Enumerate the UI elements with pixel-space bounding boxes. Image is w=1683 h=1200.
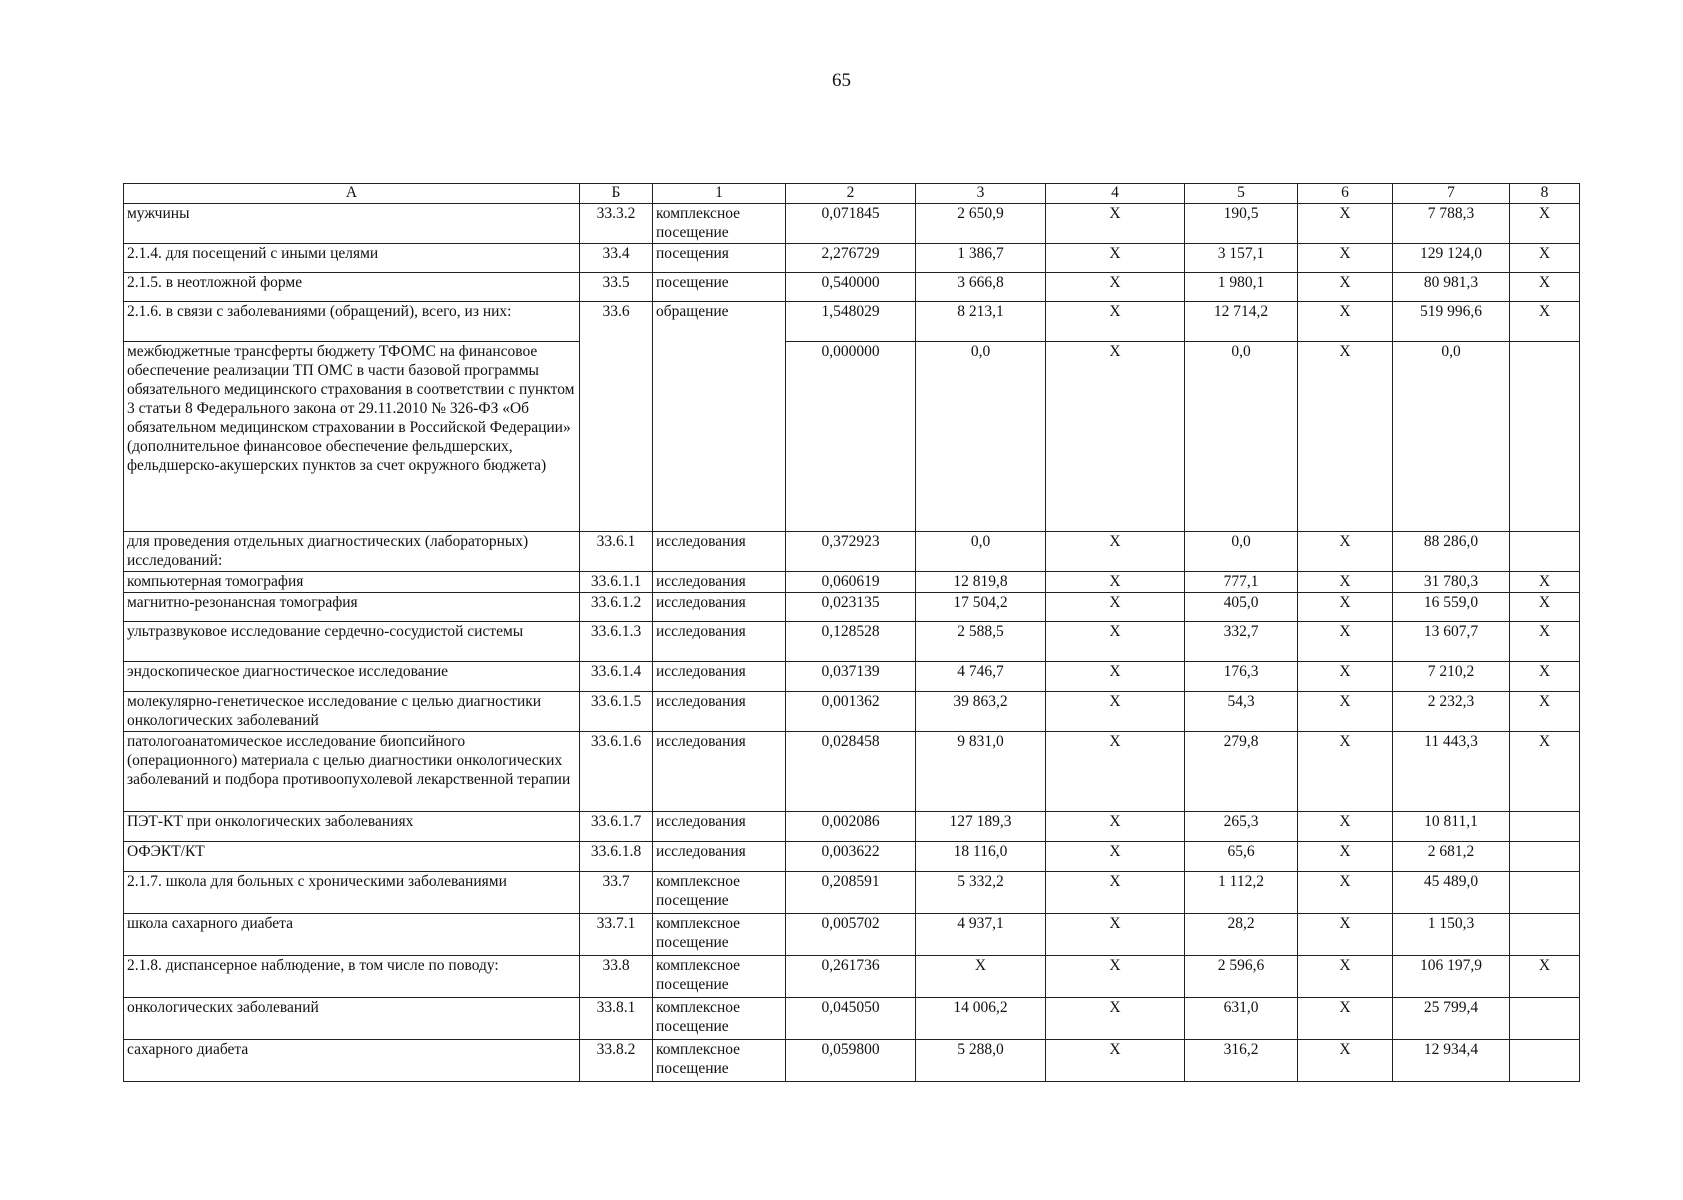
value-cell: Х bbox=[1046, 572, 1185, 593]
value-cell: 0,0 bbox=[1393, 342, 1510, 532]
value-cell: Х bbox=[1298, 956, 1393, 998]
table-row bbox=[124, 204, 1580, 244]
value-cell: 176,3 bbox=[1185, 662, 1298, 692]
value-cell: Х bbox=[1046, 342, 1185, 532]
value-cell: Х bbox=[1046, 244, 1185, 273]
value-cell: Х bbox=[1046, 204, 1185, 244]
value-cell: 0,059800 bbox=[786, 1040, 916, 1082]
value-cell: Х bbox=[1046, 1040, 1185, 1082]
value-cell: 10 811,1 bbox=[1393, 812, 1510, 842]
table-row bbox=[124, 956, 1580, 998]
value-cell: 0,045050 bbox=[786, 998, 916, 1040]
value-cell: 80 981,3 bbox=[1393, 273, 1510, 302]
column-header: Б bbox=[580, 184, 653, 204]
value-cell: 12 819,8 bbox=[916, 572, 1046, 593]
value-cell: 3 157,1 bbox=[1185, 244, 1298, 273]
value-cell: 4 937,1 bbox=[916, 914, 1046, 956]
table-row bbox=[124, 593, 1580, 622]
value-cell: Х bbox=[1298, 872, 1393, 914]
value-cell: 0,037139 bbox=[786, 662, 916, 692]
unit-cell: комплексное посещение bbox=[653, 998, 786, 1040]
value-cell: 265,3 bbox=[1185, 812, 1298, 842]
unit-cell: комплексное посещение bbox=[653, 914, 786, 956]
value-cell: Х bbox=[1510, 662, 1580, 692]
table-row bbox=[124, 532, 1580, 572]
row-name: мужчины bbox=[124, 204, 580, 244]
row-code: 33.8.1 bbox=[580, 998, 653, 1040]
value-cell: 0,0 bbox=[1185, 532, 1298, 572]
row-code: 33.6.1.1 bbox=[580, 572, 653, 593]
value-cell: Х bbox=[1298, 662, 1393, 692]
row-code: 33.6.1.3 bbox=[580, 622, 653, 662]
value-cell: 2,276729 bbox=[786, 244, 916, 273]
value-cell: 0,003622 bbox=[786, 842, 916, 872]
table-row bbox=[124, 872, 1580, 914]
value-cell: 7 788,3 bbox=[1393, 204, 1510, 244]
table-row bbox=[124, 662, 1580, 692]
value-cell: 54,3 bbox=[1185, 692, 1298, 732]
column-header: 2 bbox=[786, 184, 916, 204]
value-cell bbox=[1510, 998, 1580, 1040]
value-cell: 106 197,9 bbox=[1393, 956, 1510, 998]
value-cell: Х bbox=[1510, 302, 1580, 342]
unit-cell: исследования bbox=[653, 622, 786, 662]
value-cell: Х bbox=[1298, 204, 1393, 244]
value-cell: 129 124,0 bbox=[1393, 244, 1510, 273]
value-cell: Х bbox=[1298, 273, 1393, 302]
value-cell: Х bbox=[1298, 692, 1393, 732]
value-cell: Х bbox=[1298, 914, 1393, 956]
value-cell: Х bbox=[1046, 956, 1185, 998]
value-cell: Х bbox=[1046, 622, 1185, 662]
value-cell: 2 650,9 bbox=[916, 204, 1046, 244]
row-code: 33.6.1 bbox=[580, 532, 653, 572]
value-cell: Х bbox=[1510, 204, 1580, 244]
column-header: 5 bbox=[1185, 184, 1298, 204]
unit-cell: исследования bbox=[653, 532, 786, 572]
value-cell: 0,028458 bbox=[786, 732, 916, 812]
column-header: 1 bbox=[653, 184, 786, 204]
value-cell: Х bbox=[1298, 812, 1393, 842]
value-cell: 31 780,3 bbox=[1393, 572, 1510, 593]
table-row bbox=[124, 1040, 1580, 1082]
value-cell: 13 607,7 bbox=[1393, 622, 1510, 662]
row-name: 2.1.6. в связи с заболеваниями (обращений), всего, из них: bbox=[124, 302, 580, 342]
value-cell: 777,1 bbox=[1185, 572, 1298, 593]
value-cell: 1 112,2 bbox=[1185, 872, 1298, 914]
row-code: 33.6 bbox=[580, 302, 653, 532]
value-cell: 25 799,4 bbox=[1393, 998, 1510, 1040]
value-cell: Х bbox=[1046, 273, 1185, 302]
value-cell: Х bbox=[1298, 842, 1393, 872]
unit-cell: обращение bbox=[653, 302, 786, 532]
value-cell: Х bbox=[1298, 572, 1393, 593]
value-cell: 8 213,1 bbox=[916, 302, 1046, 342]
row-code: 33.6.1.4 bbox=[580, 662, 653, 692]
row-code: 33.6.1.6 bbox=[580, 732, 653, 812]
value-cell: 4 746,7 bbox=[916, 662, 1046, 692]
value-cell: 1 980,1 bbox=[1185, 273, 1298, 302]
value-cell: Х bbox=[1298, 532, 1393, 572]
unit-cell: исследования bbox=[653, 593, 786, 622]
value-cell: Х bbox=[1298, 622, 1393, 662]
unit-cell: комплексное посещение bbox=[653, 956, 786, 998]
table-row bbox=[124, 572, 1580, 593]
value-cell: 0,000000 bbox=[786, 342, 916, 532]
value-cell: 2 588,5 bbox=[916, 622, 1046, 662]
value-cell bbox=[1510, 872, 1580, 914]
value-cell: 39 863,2 bbox=[916, 692, 1046, 732]
value-cell: Х bbox=[1298, 244, 1393, 273]
value-cell: 2 596,6 bbox=[1185, 956, 1298, 998]
table-row bbox=[124, 342, 1580, 532]
value-cell: Х bbox=[1510, 593, 1580, 622]
value-cell bbox=[1510, 914, 1580, 956]
value-cell: 1,548029 bbox=[786, 302, 916, 342]
value-cell bbox=[1510, 1040, 1580, 1082]
row-name: 2.1.7. школа для больных с хроническими заболеваниями bbox=[124, 872, 580, 914]
value-cell: Х bbox=[1046, 593, 1185, 622]
value-cell: 0,372923 bbox=[786, 532, 916, 572]
row-code: 33.5 bbox=[580, 273, 653, 302]
value-cell: 88 286,0 bbox=[1393, 532, 1510, 572]
value-cell: 332,7 bbox=[1185, 622, 1298, 662]
unit-cell: исследования bbox=[653, 842, 786, 872]
value-cell: 11 443,3 bbox=[1393, 732, 1510, 812]
value-cell: Х bbox=[1510, 732, 1580, 812]
row-code: 33.3.2 bbox=[580, 204, 653, 244]
row-name: межбюджетные трансферты бюджету ТФОМС на финансовое обеспечение реализации ТП ОМС в части базовой программы обязательного медицинского страхования в соответствии с пунктом 3 статьи 8 Федерального закона от 29.11.2010 № 326-ФЗ «Об обязательном медицинском страховании в Российской Федерации» (дополнительное финансовое обеспечение фельдшерских, фельдшерско-акушерских пунктов за счет окружного бюджета) bbox=[124, 342, 580, 532]
row-name: ПЭТ-КТ при онкологических заболеваниях bbox=[124, 812, 580, 842]
value-cell: 127 189,3 bbox=[916, 812, 1046, 842]
unit-cell: исследования bbox=[653, 692, 786, 732]
column-header: А bbox=[124, 184, 580, 204]
table-row bbox=[124, 244, 1580, 273]
value-cell: 0,0 bbox=[916, 532, 1046, 572]
row-name: 2.1.4. для посещений с иными целями bbox=[124, 244, 580, 273]
value-cell: 12 714,2 bbox=[1185, 302, 1298, 342]
value-cell: Х bbox=[1510, 572, 1580, 593]
row-code: 33.7.1 bbox=[580, 914, 653, 956]
value-cell: 5 288,0 bbox=[916, 1040, 1046, 1082]
unit-cell: посещение bbox=[653, 273, 786, 302]
table-row bbox=[124, 812, 1580, 842]
value-cell: Х bbox=[1046, 732, 1185, 812]
row-name: 2.1.8. диспансерное наблюдение, в том числе по поводу: bbox=[124, 956, 580, 998]
column-header: 4 bbox=[1046, 184, 1185, 204]
row-code: 33.8.2 bbox=[580, 1040, 653, 1082]
unit-cell: исследования bbox=[653, 812, 786, 842]
unit-cell: посещения bbox=[653, 244, 786, 273]
value-cell: Х bbox=[1298, 593, 1393, 622]
value-cell: 190,5 bbox=[1185, 204, 1298, 244]
value-cell: 2 681,2 bbox=[1393, 842, 1510, 872]
value-cell: Х bbox=[1046, 842, 1185, 872]
unit-cell: исследования bbox=[653, 732, 786, 812]
value-cell: 0,023135 bbox=[786, 593, 916, 622]
unit-cell: исследования bbox=[653, 662, 786, 692]
value-cell: 0,071845 bbox=[786, 204, 916, 244]
row-name: ОФЭКТ/КТ bbox=[124, 842, 580, 872]
value-cell: 0,261736 bbox=[786, 956, 916, 998]
row-code: 33.7 bbox=[580, 872, 653, 914]
column-header: 7 bbox=[1393, 184, 1510, 204]
value-cell: Х bbox=[1510, 273, 1580, 302]
row-name: онкологических заболеваний bbox=[124, 998, 580, 1040]
table-row bbox=[124, 842, 1580, 872]
value-cell: Х bbox=[1298, 998, 1393, 1040]
table-row bbox=[124, 622, 1580, 662]
column-header: 6 bbox=[1298, 184, 1393, 204]
column-header: 3 bbox=[916, 184, 1046, 204]
value-cell: Х bbox=[1046, 914, 1185, 956]
value-cell: 0,001362 bbox=[786, 692, 916, 732]
value-cell: Х bbox=[1298, 302, 1393, 342]
value-cell bbox=[1510, 812, 1580, 842]
value-cell: 519 996,6 bbox=[1393, 302, 1510, 342]
value-cell: 0,005702 bbox=[786, 914, 916, 956]
value-cell: 279,8 bbox=[1185, 732, 1298, 812]
value-cell: 316,2 bbox=[1185, 1040, 1298, 1082]
row-name: школа сахарного диабета bbox=[124, 914, 580, 956]
value-cell: 631,0 bbox=[1185, 998, 1298, 1040]
value-cell: 0,060619 bbox=[786, 572, 916, 593]
value-cell: Х bbox=[1298, 1040, 1393, 1082]
row-name: магнитно-резонансная томография bbox=[124, 593, 580, 622]
value-cell: 14 006,2 bbox=[916, 998, 1046, 1040]
row-code: 33.6.1.5 bbox=[580, 692, 653, 732]
unit-cell: комплексное посещение bbox=[653, 872, 786, 914]
value-cell: Х bbox=[1510, 244, 1580, 273]
page-number: 65 bbox=[832, 70, 851, 91]
value-cell: Х bbox=[1298, 342, 1393, 532]
value-cell: 45 489,0 bbox=[1393, 872, 1510, 914]
value-cell: 0,128528 bbox=[786, 622, 916, 662]
row-code: 33.6.1.2 bbox=[580, 593, 653, 622]
value-cell: Х bbox=[1510, 692, 1580, 732]
value-cell: 0,540000 bbox=[786, 273, 916, 302]
value-cell: 0,002086 bbox=[786, 812, 916, 842]
value-cell: Х bbox=[916, 956, 1046, 998]
value-cell: Х bbox=[1298, 732, 1393, 812]
value-cell: Х bbox=[1046, 692, 1185, 732]
value-cell: 17 504,2 bbox=[916, 593, 1046, 622]
row-name: молекулярно-генетическое исследование с целью диагностики онкологических заболеваний bbox=[124, 692, 580, 732]
row-name: патологоанатомическое исследование биопсийного (операционного) материала с целью диагностики онкологических заболеваний и подбора противоопухолевой лекарственной терапии bbox=[124, 732, 580, 812]
value-cell: Х bbox=[1046, 662, 1185, 692]
value-cell: Х bbox=[1046, 998, 1185, 1040]
value-cell: Х bbox=[1046, 872, 1185, 914]
table-row bbox=[124, 273, 1580, 302]
row-code: 33.4 bbox=[580, 244, 653, 273]
value-cell: 2 232,3 bbox=[1393, 692, 1510, 732]
value-cell: 5 332,2 bbox=[916, 872, 1046, 914]
table-row bbox=[124, 914, 1580, 956]
value-cell: 28,2 bbox=[1185, 914, 1298, 956]
value-cell: 1 150,3 bbox=[1393, 914, 1510, 956]
value-cell: 3 666,8 bbox=[916, 273, 1046, 302]
value-cell: Х bbox=[1046, 812, 1185, 842]
value-cell: 0,208591 bbox=[786, 872, 916, 914]
table-row bbox=[124, 732, 1580, 812]
unit-cell: комплексное посещение bbox=[653, 204, 786, 244]
value-cell: 7 210,2 bbox=[1393, 662, 1510, 692]
value-cell: 65,6 bbox=[1185, 842, 1298, 872]
data-table bbox=[123, 183, 1580, 1082]
value-cell: 1 386,7 bbox=[916, 244, 1046, 273]
value-cell: 0,0 bbox=[916, 342, 1046, 532]
row-name: эндоскопическое диагностическое исследование bbox=[124, 662, 580, 692]
unit-cell: комплексное посещение bbox=[653, 1040, 786, 1082]
table-row bbox=[124, 692, 1580, 732]
value-cell: 9 831,0 bbox=[916, 732, 1046, 812]
row-name: компьютерная томография bbox=[124, 572, 580, 593]
row-name: 2.1.5. в неотложной форме bbox=[124, 273, 580, 302]
row-code: 33.6.1.8 bbox=[580, 842, 653, 872]
table-row bbox=[124, 998, 1580, 1040]
row-name: сахарного диабета bbox=[124, 1040, 580, 1082]
table-header-row bbox=[124, 184, 1580, 204]
row-code: 33.6.1.7 bbox=[580, 812, 653, 842]
value-cell: 0,0 bbox=[1185, 342, 1298, 532]
row-name: ультразвуковое исследование сердечно-сосудистой системы bbox=[124, 622, 580, 662]
value-cell bbox=[1510, 532, 1580, 572]
value-cell: Х bbox=[1510, 956, 1580, 998]
value-cell: Х bbox=[1046, 532, 1185, 572]
value-cell: 12 934,4 bbox=[1393, 1040, 1510, 1082]
value-cell: 18 116,0 bbox=[916, 842, 1046, 872]
value-cell: Х bbox=[1046, 302, 1185, 342]
row-code: 33.8 bbox=[580, 956, 653, 998]
value-cell: Х bbox=[1510, 622, 1580, 662]
column-header: 8 bbox=[1510, 184, 1580, 204]
unit-cell: исследования bbox=[653, 572, 786, 593]
value-cell bbox=[1510, 842, 1580, 872]
row-name: для проведения отдельных диагностических (лабораторных) исследований: bbox=[124, 532, 580, 572]
table-row bbox=[124, 302, 1580, 342]
value-cell: 405,0 bbox=[1185, 593, 1298, 622]
value-cell: 16 559,0 bbox=[1393, 593, 1510, 622]
value-cell bbox=[1510, 342, 1580, 532]
